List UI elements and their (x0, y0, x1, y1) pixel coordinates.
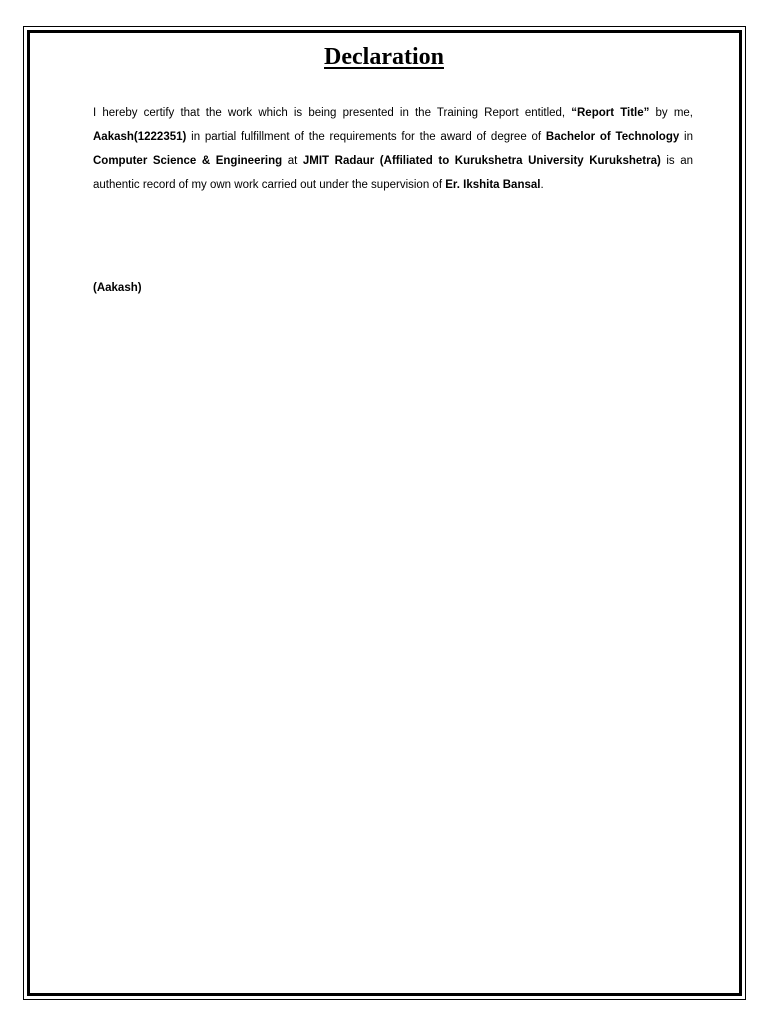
paragraph-text-2: by me, (649, 107, 693, 119)
paragraph-text-5: at (282, 155, 303, 167)
paragraph-text-6: is an authentic record of my own work carried out under the supervision of (93, 155, 694, 191)
paragraph-text-4: in (679, 131, 693, 143)
declaration-paragraph (93, 101, 693, 197)
institute-name: JMIT Radaur (Affiliated to Kurukshetra University Kurukshetra) (302, 155, 661, 167)
paragraph-text-7: . (540, 179, 544, 191)
degree-name: Bachelor of Technology (545, 131, 680, 143)
branch-name: Computer Science & Engineering (93, 155, 283, 167)
report-title: “Report Title” (571, 107, 650, 119)
paragraph-text-1: I hereby certify that the work which is being presented in the Training Report entitled, (93, 107, 572, 119)
supervisor-name: Er. Ikshita Bansal (445, 179, 541, 191)
student-name-roll: Aakash(1222351) (93, 131, 187, 143)
page-title: Declaration (324, 44, 444, 70)
signature-name: (Aakash) (93, 282, 142, 294)
paragraph-text-3: in partial fulfillment of the requirements for the award of degree of (186, 131, 546, 143)
